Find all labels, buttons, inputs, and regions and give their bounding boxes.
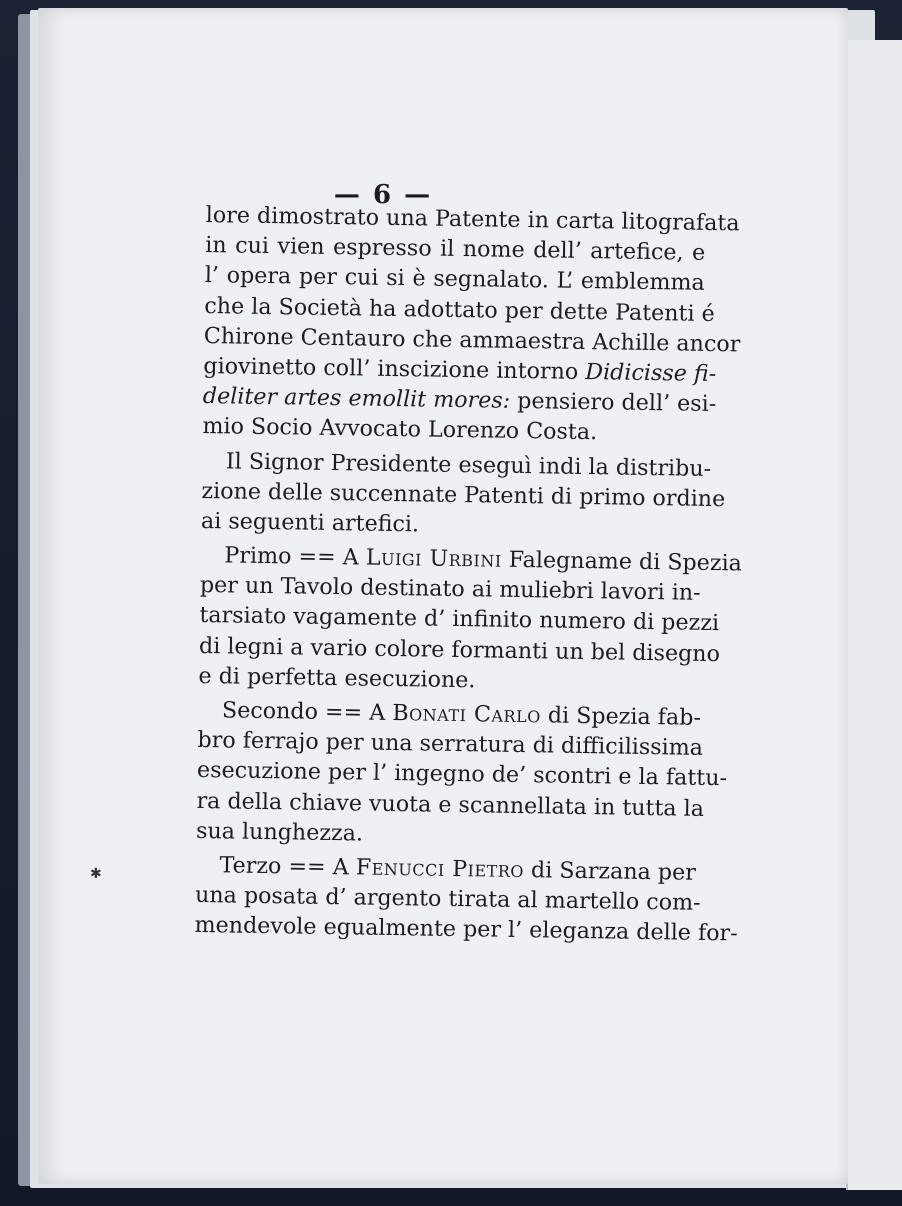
equals-sign: == xyxy=(288,853,326,880)
text-line: che la Società ha adottato per dette Patenti é xyxy=(204,292,715,327)
body-text xyxy=(194,200,743,948)
text-line: di legni a vario colore formanti un bel disegno xyxy=(198,632,721,667)
text-line: l’ opera per cui si è segnalato. L’ emblemma xyxy=(204,262,705,297)
text-line: lore dimostrato una Patente in carta litografata xyxy=(205,201,740,237)
facing-page-edge xyxy=(846,40,902,1190)
text-line: mio Socio Avvocato Lorenzo Costa. xyxy=(202,413,598,446)
text-segment: A xyxy=(342,544,359,571)
page-number: — 6 — xyxy=(333,180,433,210)
text-line: mendevole egualmente per l’ eleganza delle for- xyxy=(194,912,738,947)
artisan-name: Fenucci Pietro xyxy=(355,854,525,884)
latin-motto-end: deliter artes emollit mores: xyxy=(202,383,511,414)
text-line: in cui vien espresso il nome dell’ artefice, e xyxy=(205,232,706,267)
award-rank: Primo xyxy=(224,542,292,570)
text-line: ra della chiave vuota e scannellata in tutta la xyxy=(196,787,705,822)
text-line: e di perfetta esecuzione. xyxy=(198,662,476,694)
award-rank: Secondo xyxy=(221,697,319,725)
text-line: tarsiato vagamente d’ infinito numero di pezzi xyxy=(199,602,720,637)
ink-speck: ✱ xyxy=(90,866,102,882)
artisan-name: Luigi Urbini xyxy=(365,544,502,573)
text-line: una posata d’ argento tirata al martello com- xyxy=(194,882,701,916)
text-segment: Falegname di Spezia xyxy=(508,546,743,577)
text-line: Chirone Centauro che ammaestra Achille ancor xyxy=(203,322,741,358)
award-rank: Terzo xyxy=(219,852,282,880)
equals-sign: == xyxy=(324,698,363,726)
paragraph-start: Il Signor Presidente eseguì indi la distribu- xyxy=(225,447,712,482)
text-line: esecuzione per l’ ingegno de’ scontri e la fattu- xyxy=(196,757,728,792)
equals-sign: == xyxy=(298,543,336,571)
text-segment: A xyxy=(369,699,386,726)
text-segment: di Sarzana per xyxy=(530,857,697,886)
text-line: ai seguenti artefici. xyxy=(200,507,420,538)
text-line: bro ferrajo per una serratura di difficilissima xyxy=(197,727,704,762)
text-line: sua lunghezza. xyxy=(195,817,364,847)
text-segment: pensiero dell’ esi- xyxy=(517,388,717,418)
artisan-name: Bonati Carlo xyxy=(392,699,541,729)
latin-motto-start: Didicisse fi- xyxy=(585,358,717,387)
text-segment: A xyxy=(332,854,349,881)
text-segment: di Spezia fab- xyxy=(547,702,702,731)
text-line: per un Tavolo destinato ai muliebri lavori in- xyxy=(199,572,701,607)
text-line: zione delle succennate Patenti di primo ordine xyxy=(201,477,726,512)
text-segment: giovinetto coll’ inscizione intorno xyxy=(203,352,579,385)
